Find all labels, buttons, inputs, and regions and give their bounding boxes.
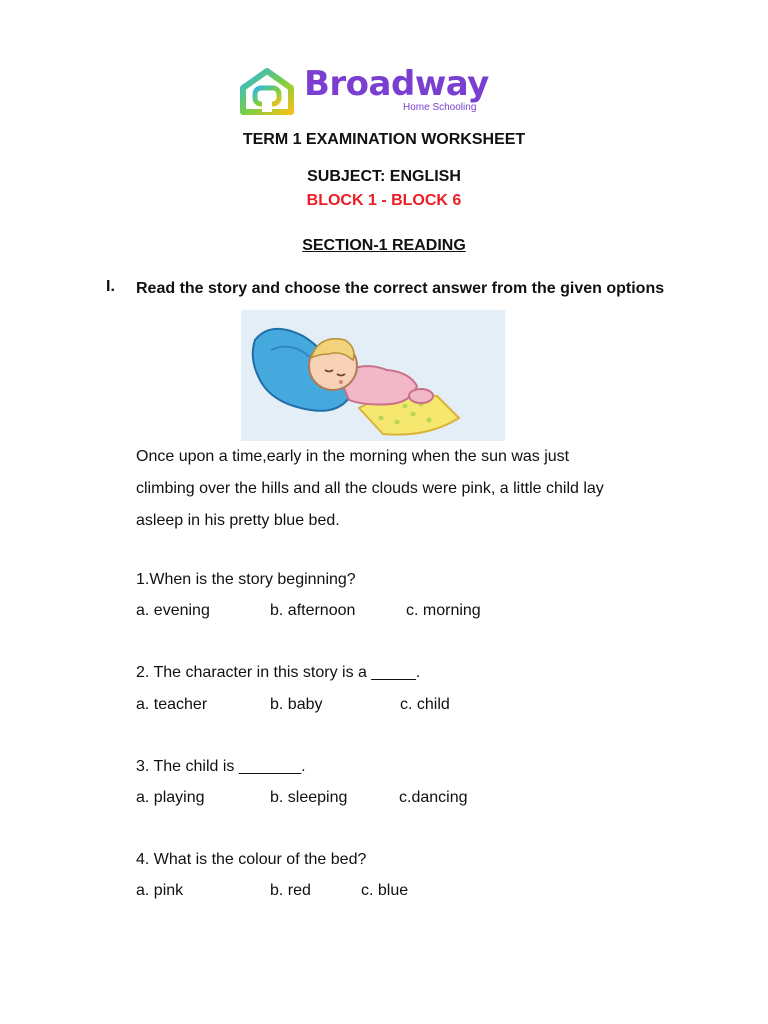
instruction-number: I.	[106, 278, 115, 295]
question-3-option-b: b. sleeping	[270, 789, 348, 806]
worksheet-title: TERM 1 EXAMINATION WORKSHEET	[242, 131, 526, 148]
sleeping-child-illustration	[241, 310, 505, 441]
story-line: Once upon a time,early in the morning when the sun was just	[136, 448, 570, 465]
question-1: 1.When is the story beginning?	[136, 571, 356, 588]
question-4: 4. What is the colour of the bed?	[136, 851, 367, 868]
question-4-option-c: c. blue	[361, 882, 409, 899]
subject-line: SUBJECT: ENGLISH	[307, 168, 461, 185]
question-1-option-a: a. evening	[136, 602, 210, 619]
question-4-option-a: a. pink	[136, 882, 184, 899]
question-2-option-c: c. child	[400, 696, 450, 713]
question-2: 2. The character in this story is a _____.	[136, 664, 421, 681]
logo-wordmark: Broadway	[304, 64, 489, 104]
question-1-option-c: c. morning	[406, 602, 481, 619]
section-heading: SECTION-1 READING	[302, 237, 466, 254]
question-4-option-b: b. red	[270, 882, 311, 899]
question-2-option-b: b. baby	[270, 696, 323, 713]
block-range: BLOCK 1 - BLOCK 6	[306, 192, 462, 209]
question-2-option-a: a. teacher	[136, 696, 208, 713]
logo-tagline: Home Schooling	[403, 102, 477, 113]
story-passage	[136, 441, 656, 537]
instruction-text: Read the story and choose the correct answer from the given options	[136, 280, 665, 297]
story-line: asleep in his pretty blue bed.	[136, 512, 340, 529]
story-line: climbing over the hills and all the clouds were pink, a little child lay	[136, 480, 604, 497]
question-3-option-c: c.dancing	[399, 789, 468, 806]
broadway-logo	[238, 66, 528, 118]
question-3: 3. The child is _______.	[136, 758, 306, 775]
question-3-option-a: a. playing	[136, 789, 205, 806]
house-logo-icon	[238, 66, 296, 118]
question-1-option-b: b. afternoon	[270, 602, 356, 619]
